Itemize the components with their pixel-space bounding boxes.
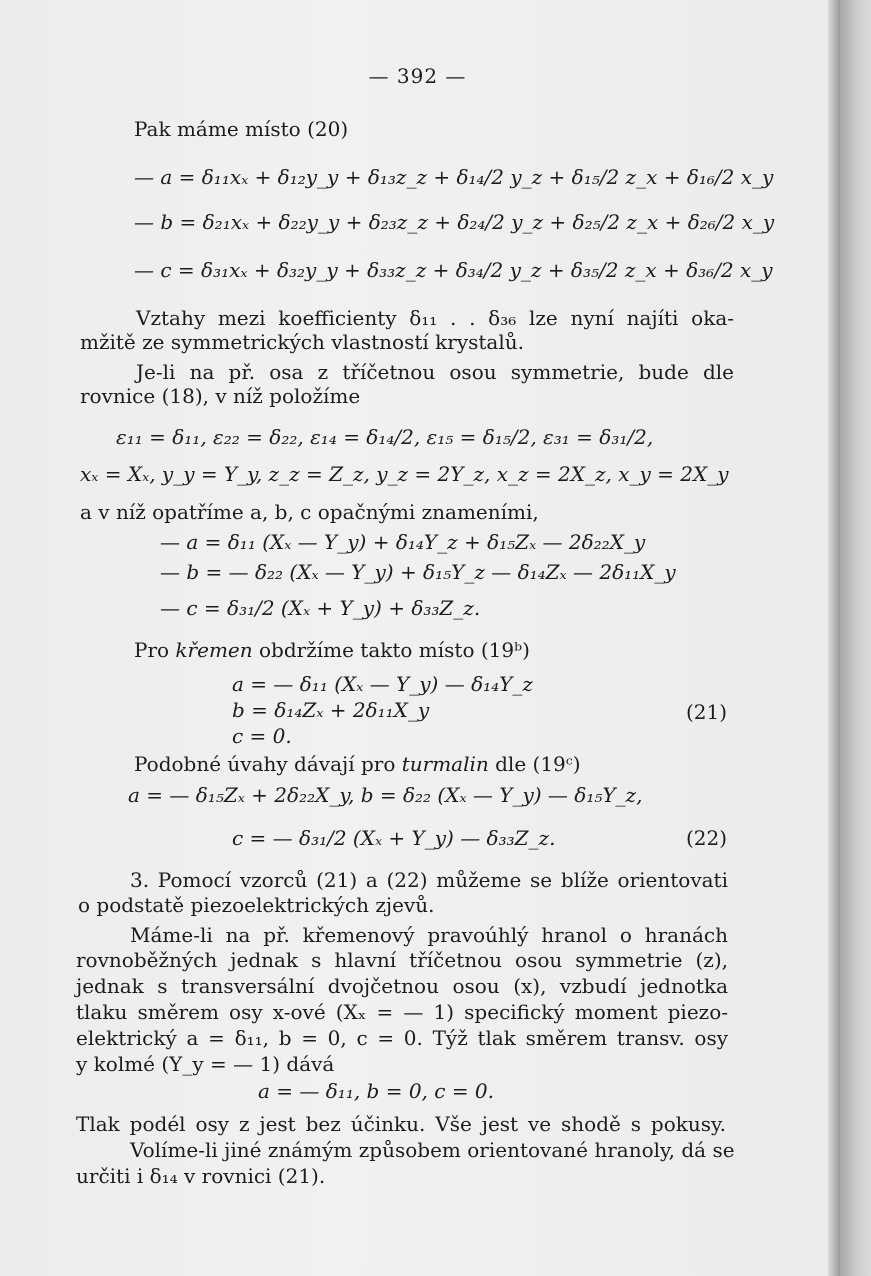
equation-c: — c = δ₃₁xₓ + δ₃₂y_y + δ₃₃z_z + δ₃₄/2 y_z + δ₃₅/2 z_x + δ₃₆/2 x_y (134, 258, 773, 282)
text-span: Podobné úvahy dávají pro (134, 752, 402, 776)
text-span: Pro (134, 638, 176, 662)
emphasis-word: turmalin (401, 752, 489, 776)
equation-transverse: a = — δ₁₁, b = 0, c = 0. (258, 1079, 495, 1103)
text-line: jednak s transversální dvojčetnou osou (x), vzbudí jednotka (76, 974, 728, 998)
equation-number: (21) (686, 700, 728, 724)
text-line: a v níž opatříme a, b, c opačnými znameními, (80, 500, 539, 524)
text-line: Je-li na př. osa z tříčetnou osou symmetrie, bude dle (136, 360, 734, 384)
equation-substitution: ε₁₁ = δ₁₁, ε₂₂ = δ₂₂, ε₁₄ = δ₁₄/2, ε₁₅ = δ₁₅/2, ε₃₁ = δ₃₁/2, (116, 425, 654, 449)
text-line (134, 752, 581, 776)
text-line: rovnice (18), v níž položíme (80, 384, 361, 408)
equation-quartz-b: b = δ₁₄Zₓ + 2δ₁₁X_y (232, 698, 430, 722)
text-line: Tlak podél osy z jest bez účinku. Vše jest ve shodě s pokusy. (76, 1112, 726, 1136)
text-line (134, 638, 530, 662)
text-line: Pak máme místo (20) (134, 117, 349, 141)
page-number: — 392 — (368, 64, 467, 88)
equation-a: — a = δ₁₁xₓ + δ₁₂y_y + δ₁₃z_z + δ₁₄/2 y_z + δ₁₅/2 z_x + δ₁₆/2 x_y (134, 165, 774, 189)
equation-number: (22) (686, 826, 728, 850)
text-span: obdržíme takto místo (19ᵇ) (252, 638, 530, 662)
text-line: mžitě ze symmetrických vlastností krystalů. (80, 330, 524, 354)
equation-tourmaline-c: c = — δ₃₁/2 (Xₓ + Y_y) — δ₃₃Z_z. (232, 826, 556, 850)
text-line: rovnoběžných jednak s hlavní tříčetnou osou symmetrie (z), (76, 948, 728, 972)
text-line: Vztahy mezi koefficienty δ₁₁ . . δ₃₆ lze nyní najíti oka- (136, 306, 734, 330)
text-line: Volíme-li jiné známým způsobem orientované hranoly, dá se (130, 1138, 735, 1162)
emphasis-word: křemen (175, 638, 253, 662)
equation-a-stress: — a = δ₁₁ (Xₓ — Y_y) + δ₁₄Y_z + δ₁₅Zₓ — 2δ₂₂X_y (160, 530, 646, 554)
equation-strain: xₓ = Xₓ, y_y = Y_y, z_z = Z_z, y_z = 2Y_z, x_z = 2X_z, x_y = 2X_y (80, 462, 729, 486)
text-line: Máme-li na př. křemenový pravoúhlý hranol o hranách (130, 923, 728, 947)
equation-b: — b = δ₂₁xₓ + δ₂₂y_y + δ₂₃z_z + δ₂₄/2 y_z + δ₂₅/2 z_x + δ₂₆/2 x_y (134, 210, 775, 234)
equation-b-stress: — b = — δ₂₂ (Xₓ — Y_y) + δ₁₅Y_z — δ₁₄Zₓ — 2δ₁₁X_y (160, 560, 676, 584)
next-page-edge (840, 0, 871, 1276)
equation-quartz-a: a = — δ₁₁ (Xₓ — Y_y) — δ₁₄Y_z (232, 672, 533, 696)
equation-tourmaline-ab: a = — δ₁₅Zₓ + 2δ₂₂X_y, b = δ₂₂ (Xₓ — Y_y) — δ₁₅Y_z, (128, 783, 643, 807)
equation-quartz-c: c = 0. (232, 724, 292, 748)
page-edge-shadow (828, 0, 840, 1276)
equation-c-stress: — c = δ₃₁/2 (Xₓ + Y_y) + δ₃₃Z_z. (160, 596, 481, 620)
text-line: y kolmé (Y_y = — 1) dává (76, 1052, 335, 1076)
text-span: dle (19ᶜ) (488, 752, 581, 776)
text-line: 3. Pomocí vzorců (21) a (22) můžeme se blíže orientovati (130, 868, 728, 892)
text-line: tlaku směrem osy x-ové (Xₓ = — 1) specifický moment piezo- (76, 1000, 728, 1024)
text-line: elektrický a = δ₁₁, b = 0, c = 0. Týž tlak směrem transv. osy (76, 1026, 728, 1050)
text-line: určiti i δ₁₄ v rovnici (21). (76, 1164, 326, 1188)
text-line: o podstatě piezoelektrických zjevů. (78, 893, 435, 917)
